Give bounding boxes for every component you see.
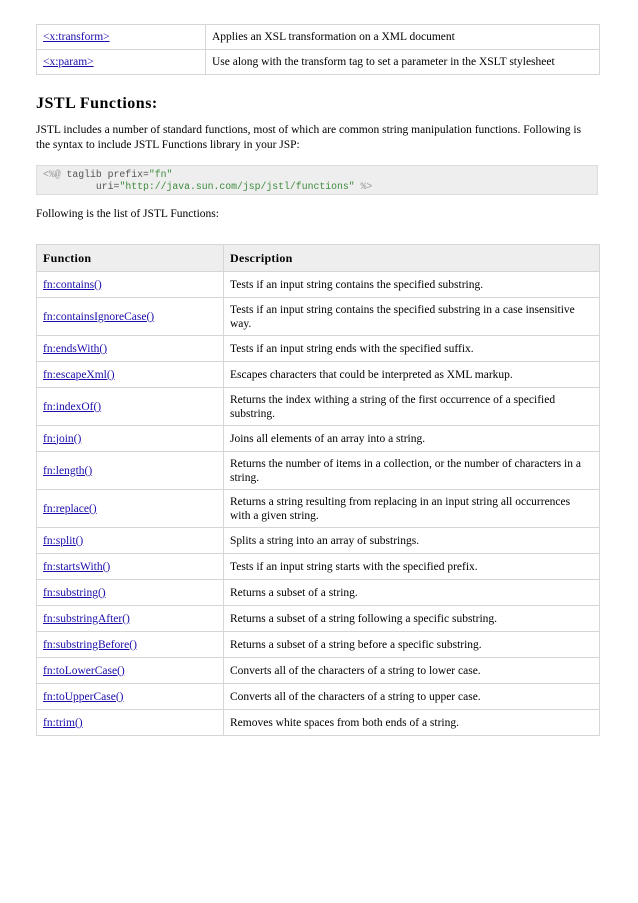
- tag-cell: [37, 25, 206, 50]
- function-cell: [37, 710, 224, 736]
- list-intro: Following is the list of JSTL Functions:: [36, 208, 219, 220]
- code-string: "fn": [148, 169, 173, 180]
- function-cell: [37, 298, 224, 336]
- table-header-row: [37, 245, 600, 272]
- table-row: [37, 684, 600, 710]
- description-cell: Returns a string resulting from replacing in an input string all occurrences with a given string.: [224, 490, 600, 528]
- table-row: [37, 658, 600, 684]
- xml-tags-table: [36, 24, 600, 75]
- table-row: [37, 50, 600, 75]
- function-link[interactable]: fn:containsIgnoreCase(): [43, 310, 155, 323]
- function-cell: [37, 426, 224, 452]
- description-cell: Returns a subset of a string before a specific substring.: [224, 632, 600, 658]
- table-row: [37, 426, 600, 452]
- column-header-description: Description: [224, 245, 600, 272]
- function-link[interactable]: fn:escapeXml(): [43, 368, 115, 381]
- functions-table: [36, 244, 600, 736]
- table-row: [37, 298, 600, 336]
- table-row: [37, 336, 600, 362]
- function-link[interactable]: fn:replace(): [43, 502, 97, 515]
- function-cell: [37, 336, 224, 362]
- function-link[interactable]: fn:join(): [43, 432, 82, 445]
- description-cell: Joins all elements of an array into a string.: [224, 426, 600, 452]
- tag-cell: [37, 50, 206, 75]
- table-row: [37, 554, 600, 580]
- function-cell: [37, 452, 224, 490]
- table-row: [37, 388, 600, 426]
- description-cell: Removes white spaces from both ends of a string.: [224, 710, 600, 736]
- description-cell: Converts all of the characters of a string to lower case.: [224, 658, 600, 684]
- function-cell: [37, 554, 224, 580]
- description-cell: Tests if an input string contains the specified substring.: [224, 272, 600, 298]
- function-cell: [37, 388, 224, 426]
- code-attr: uri=: [43, 181, 120, 192]
- function-cell: [37, 632, 224, 658]
- table-row: [37, 490, 600, 528]
- table-row: [37, 452, 600, 490]
- table-row: [37, 25, 600, 50]
- function-cell: [37, 684, 224, 710]
- description-cell: Returns a subset of a string.: [224, 580, 600, 606]
- directive-close: %>: [354, 181, 373, 192]
- function-link[interactable]: fn:substringAfter(): [43, 612, 130, 625]
- column-header-function: Function: [37, 245, 224, 272]
- function-link[interactable]: fn:toLowerCase(): [43, 664, 125, 677]
- function-link[interactable]: fn:toUpperCase(): [43, 690, 124, 703]
- table-row: [37, 272, 600, 298]
- table-row: [37, 528, 600, 554]
- table-row: [37, 632, 600, 658]
- function-cell: [37, 490, 224, 528]
- section-heading: JSTL Functions:: [36, 95, 158, 112]
- function-cell: [37, 362, 224, 388]
- code-block: [36, 165, 598, 195]
- description-cell: Tests if an input string starts with the specified prefix.: [224, 554, 600, 580]
- description-cell: Tests if an input string ends with the specified suffix.: [224, 336, 600, 362]
- function-link[interactable]: fn:length(): [43, 464, 93, 477]
- function-link[interactable]: fn:substring(): [43, 586, 106, 599]
- function-cell: [37, 528, 224, 554]
- description-cell: Tests if an input string contains the specified substring in a case insensitive way.: [224, 298, 600, 336]
- tag-link[interactable]: <x:transform>: [43, 31, 110, 43]
- function-link[interactable]: fn:startsWith(): [43, 560, 111, 573]
- intro-paragraph: JSTL includes a number of standard functions, most of which are common string manipulation functions. Following is the syntax to include JSTL Functions library in your JSP:: [36, 124, 582, 151]
- description-cell: Splits a string into an array of substrings.: [224, 528, 600, 554]
- function-link[interactable]: fn:substringBefore(): [43, 638, 137, 651]
- description-cell: Converts all of the characters of a string to upper case.: [224, 684, 600, 710]
- description-cell: Returns the number of items in a collection, or the number of characters in a string.: [224, 452, 600, 490]
- function-link[interactable]: fn:trim(): [43, 716, 83, 729]
- function-cell: [37, 658, 224, 684]
- function-link[interactable]: fn:split(): [43, 534, 84, 547]
- directive-open: <%@: [43, 169, 61, 180]
- function-link[interactable]: fn:contains(): [43, 278, 102, 291]
- description-cell: Returns a subset of a string following a specific substring.: [224, 606, 600, 632]
- table-row: [37, 606, 600, 632]
- table-row: [37, 362, 600, 388]
- function-cell: [37, 606, 224, 632]
- table-row: [37, 710, 600, 736]
- function-link[interactable]: fn:indexOf(): [43, 400, 102, 413]
- code-string: "http://java.sun.com/jsp/jstl/functions": [119, 181, 355, 192]
- description-cell: Returns the index withing a string of the first occurrence of a specified substring.: [224, 388, 600, 426]
- function-link[interactable]: fn:endsWith(): [43, 342, 108, 355]
- function-cell: [37, 580, 224, 606]
- description-cell: Applies an XSL transformation on a XML document: [206, 25, 600, 50]
- code-attr: taglib prefix=: [60, 169, 149, 180]
- function-cell: [37, 272, 224, 298]
- tag-link[interactable]: <x:param>: [43, 56, 94, 68]
- description-cell: Use along with the transform tag to set a parameter in the XSLT stylesheet: [206, 50, 600, 75]
- description-cell: Escapes characters that could be interpreted as XML markup.: [224, 362, 600, 388]
- table-row: [37, 580, 600, 606]
